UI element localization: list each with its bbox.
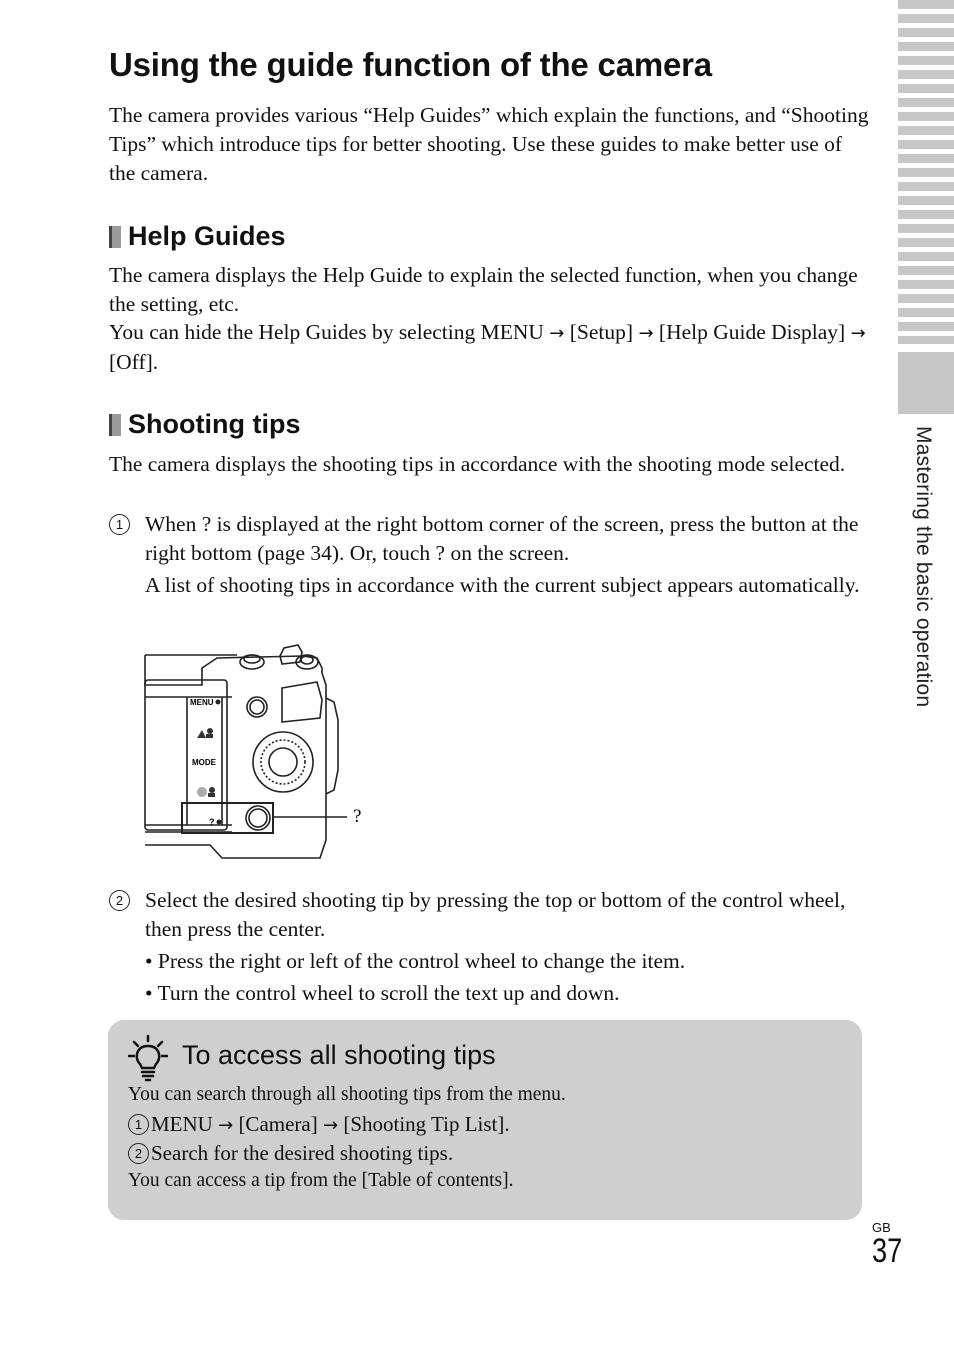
- q-label: ?: [209, 817, 215, 827]
- menu-label: MENU: [190, 698, 214, 707]
- region-code: GB: [872, 1220, 891, 1235]
- step-2-bullet: • Turn the control wheel to scroll the text up and down.: [145, 981, 620, 1005]
- tip-line-4: You can access a tip from the [Table of contents].: [128, 1170, 514, 1191]
- heading-marker-icon: [109, 414, 121, 436]
- step-1: [109, 510, 869, 600]
- tip-step-1: [128, 1112, 510, 1137]
- tip-box: [108, 1020, 862, 1220]
- arrow-icon: →: [638, 323, 654, 344]
- intro-paragraph: The camera provides various “Help Guides” which explain the functions, and “Shooting Tips” which introduce tips for better shooting. Use these guides to make better use of the camera.: [109, 103, 869, 185]
- lightbulb-icon: [128, 1034, 168, 1082]
- menu-dot-icon: [216, 700, 221, 705]
- help-guides-para1: The camera displays the Help Guide to explain the selected function, when you change the setting, etc.: [109, 263, 858, 316]
- para2-part: [Off].: [109, 350, 159, 374]
- step-number-1: 1: [109, 514, 130, 535]
- help-guides-para2: [109, 318, 869, 377]
- arrow-icon: →: [850, 323, 866, 344]
- callout-label: ?: [353, 806, 362, 827]
- tip-step-part: [Camera]: [238, 1112, 318, 1136]
- q-dot-icon: [217, 820, 222, 825]
- side-section-label: Mastering the basic operation: [912, 426, 935, 708]
- help-guides-heading-text: Help Guides: [128, 221, 286, 251]
- tip-step-2: [128, 1141, 453, 1166]
- mode-label: MODE: [192, 758, 216, 767]
- para2-part: [Setup]: [569, 320, 634, 344]
- shooting-tips-para: The camera displays the shooting tips in accordance with the shooting mode selected.: [109, 452, 846, 476]
- step-2: [109, 886, 869, 1008]
- step-1-subtext: A list of shooting tips in accordance with the current subject appears automatically.: [145, 573, 860, 597]
- help-guides-heading: [109, 221, 286, 252]
- step-number-2: 2: [109, 890, 130, 911]
- index-tab-stripes: [898, 0, 954, 344]
- arrow-icon: →: [322, 1115, 339, 1136]
- page-footer: [872, 1220, 903, 1270]
- heading-marker-icon: [109, 226, 121, 248]
- tip-step-part: [Shooting Tip List].: [343, 1112, 510, 1136]
- para2-part: You can hide the Help Guides by selecting MENU: [109, 320, 544, 344]
- arrow-icon: →: [218, 1115, 234, 1136]
- arrow-icon: →: [549, 323, 565, 344]
- tip-step-number-1: 1: [128, 1114, 149, 1135]
- step-2-text: Select the desired shooting tip by pressing the top or bottom of the control wheel, then press the center.: [145, 888, 846, 941]
- step-2-bullet: • Press the right or left of the control wheel to change the item.: [145, 949, 686, 973]
- camera-back-illustration: [142, 640, 382, 865]
- para2-part: [Help Guide Display]: [658, 320, 846, 344]
- page-title: Using the guide function of the camera: [109, 46, 712, 83]
- index-tab-active: [898, 352, 954, 414]
- shooting-tips-heading-text: Shooting tips: [128, 409, 301, 439]
- tip-step-part: MENU: [151, 1112, 213, 1136]
- tip-line-1: You can search through all shooting tips from the menu.: [128, 1084, 566, 1105]
- tip-step-number-2: 2: [128, 1143, 149, 1164]
- tip-title: To access all shooting tips: [182, 1040, 496, 1070]
- page-number: 37: [872, 1232, 903, 1270]
- tip-step-text: Search for the desired shooting tips.: [151, 1141, 454, 1165]
- shooting-tips-heading: [109, 409, 300, 440]
- step-1-text: When ? is displayed at the right bottom corner of the screen, press the button at the right bottom (page 34). Or, touch ? on the screen.: [145, 512, 859, 565]
